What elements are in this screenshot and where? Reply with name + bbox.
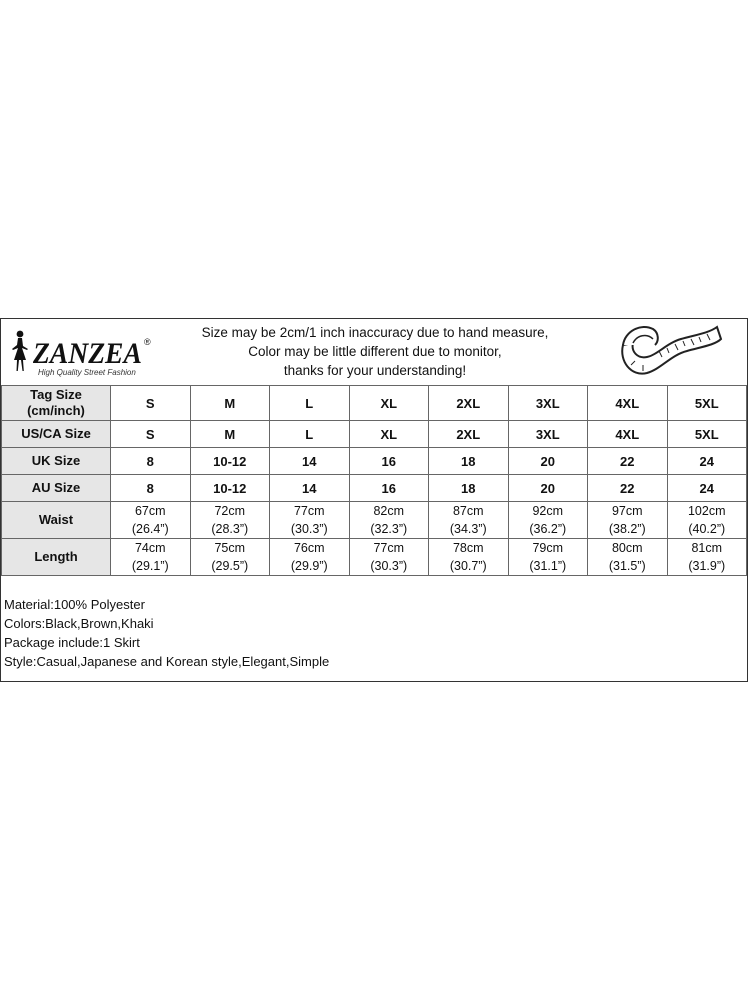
table-cell: 87cm (34.3”) xyxy=(429,502,509,539)
table-cell: 76cm (29.9”) xyxy=(270,539,350,576)
registered-mark: ® xyxy=(144,337,151,347)
table-cell: 10-12 xyxy=(190,448,270,475)
chart-header xyxy=(1,319,747,386)
table-cell: 16 xyxy=(349,475,429,502)
table-cell: 10-12 xyxy=(190,475,270,502)
table-cell: 14 xyxy=(270,475,350,502)
table-cell: 5XL xyxy=(667,386,747,421)
table-cell: 2XL xyxy=(429,421,509,448)
brand-name: ZANZEA xyxy=(33,337,142,370)
table-cell: 3XL xyxy=(508,386,588,421)
size-chart xyxy=(0,318,748,682)
table-cell: 74cm (29.1”) xyxy=(111,539,191,576)
table-cell: 82cm (32.3”) xyxy=(349,502,429,539)
notice-line: Size may be 2cm/1 inch inaccuracy due to hand measure, xyxy=(201,325,549,340)
table-row xyxy=(2,475,747,502)
table-cell: L xyxy=(270,386,350,421)
table-cell: 22 xyxy=(588,448,668,475)
table-cell: 81cm (31.9”) xyxy=(667,539,747,576)
table-cell: XL xyxy=(349,386,429,421)
table-cell: 77cm (30.3”) xyxy=(270,502,350,539)
measuring-tape-icon xyxy=(615,321,727,383)
table-cell: S xyxy=(111,421,191,448)
row-label: US/CA Size xyxy=(2,421,111,448)
table-cell: 8 xyxy=(111,448,191,475)
table-cell: 14 xyxy=(270,448,350,475)
table-cell: 4XL xyxy=(588,386,668,421)
colors-line: Colors:Black,Brown,Khaki xyxy=(4,616,154,631)
table-cell: 8 xyxy=(111,475,191,502)
table-cell: S xyxy=(111,386,191,421)
table-cell: 78cm (30.7”) xyxy=(429,539,509,576)
table-row xyxy=(2,386,747,421)
table-cell: 79cm (31.1”) xyxy=(508,539,588,576)
table-cell: 22 xyxy=(588,475,668,502)
table-cell: 80cm (31.5”) xyxy=(588,539,668,576)
table-cell: 67cm (26.4”) xyxy=(111,502,191,539)
table-row xyxy=(2,502,747,539)
table-cell: 24 xyxy=(667,475,747,502)
table-cell: 75cm (29.5”) xyxy=(190,539,270,576)
table-cell: 97cm (38.2”) xyxy=(588,502,668,539)
row-label: UK Size xyxy=(2,448,111,475)
style-line: Style:Casual,Japanese and Korean style,Elegant,Simple xyxy=(4,654,330,669)
table-cell: 3XL xyxy=(508,421,588,448)
size-table xyxy=(1,385,747,576)
notice-line: Color may be little different due to monitor, xyxy=(248,344,502,359)
row-label: AU Size xyxy=(2,475,111,502)
table-cell: 16 xyxy=(349,448,429,475)
brand-logo xyxy=(7,325,157,381)
measure-notice xyxy=(191,323,559,380)
material-line: Material:100% Polyester xyxy=(4,597,145,612)
table-cell: 5XL xyxy=(667,421,747,448)
row-label: Tag Size (cm/inch) xyxy=(2,386,111,421)
table-cell: M xyxy=(190,386,270,421)
product-info xyxy=(4,595,329,671)
table-cell: 24 xyxy=(667,448,747,475)
package-line: Package include:1 Skirt xyxy=(4,635,140,650)
table-cell: 92cm (36.2”) xyxy=(508,502,588,539)
table-cell: 102cm (40.2”) xyxy=(667,502,747,539)
table-cell: 72cm (28.3”) xyxy=(190,502,270,539)
table-cell: 4XL xyxy=(588,421,668,448)
table-row xyxy=(2,448,747,475)
table-row xyxy=(2,421,747,448)
table-cell: L xyxy=(270,421,350,448)
table-cell: 20 xyxy=(508,475,588,502)
table-cell: XL xyxy=(349,421,429,448)
table-cell: M xyxy=(190,421,270,448)
row-label: Length xyxy=(2,539,111,576)
brand-tagline: High Quality Street Fashion xyxy=(38,368,136,377)
table-row xyxy=(2,539,747,576)
notice-line: thanks for your understanding! xyxy=(283,363,467,378)
row-label: Waist xyxy=(2,502,111,539)
table-cell: 18 xyxy=(429,475,509,502)
woman-silhouette-icon xyxy=(7,329,35,373)
table-cell: 20 xyxy=(508,448,588,475)
table-cell: 77cm (30.3”) xyxy=(349,539,429,576)
table-cell: 18 xyxy=(429,448,509,475)
table-cell: 2XL xyxy=(429,386,509,421)
